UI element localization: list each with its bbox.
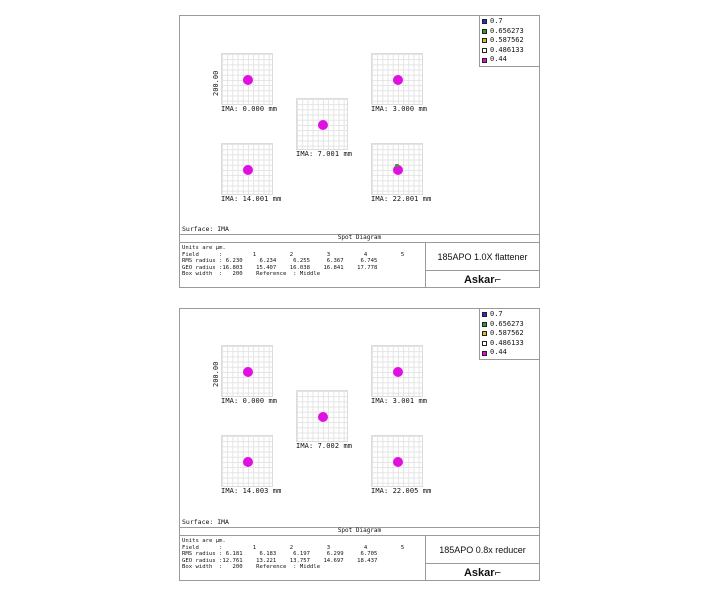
field-label: IMA: 14.001 mm: [221, 195, 282, 203]
spot-grid-field-2: [371, 345, 423, 397]
wavelength-legend: [479, 16, 539, 67]
field-label: IMA: 22.005 mm: [371, 487, 432, 495]
legend-swatch: [482, 58, 487, 63]
field-label: IMA: 3.001 mm: [371, 397, 428, 405]
legend-swatch: [482, 331, 487, 336]
legend-item: 0.486133: [482, 46, 537, 56]
legend-swatch: [482, 19, 487, 24]
info-line-geo: GEO radius :16.803 15.407 16.038 16.841 17.778: [182, 264, 378, 271]
info-line-field: Field : 1 2 3 4 5: [182, 251, 405, 258]
legend-item: 0.44: [482, 348, 537, 358]
spot-grid-field-1: [221, 53, 273, 105]
diagram-title-bar: Spot Diagram: [180, 527, 539, 536]
field-label: IMA: 7.001 mm: [296, 150, 353, 158]
diagram-title-bar: Spot Diagram: [180, 234, 539, 243]
spot-grid-field-4: [221, 143, 273, 195]
legend-item: 0.656273: [482, 320, 537, 330]
spot-plot-area: [180, 309, 539, 528]
config-title: 185APO 1.0X flattener: [425, 243, 539, 271]
info-block: [180, 243, 425, 288]
legend-swatch: [482, 29, 487, 34]
field-label: IMA: 22.001 mm: [371, 195, 432, 203]
field-label: IMA: 0.000 mm: [221, 105, 278, 113]
spot-grid-field-3: [296, 98, 348, 150]
surface-label: Surface: IMA: [182, 225, 229, 233]
info-line-rms: RMS radius : 6.230 6.234 6.255 6.367 6.745: [182, 258, 378, 265]
spot: [393, 457, 403, 467]
spot-grid-field-4: [221, 435, 273, 487]
field-label: IMA: 0.000 mm: [221, 397, 278, 405]
info-block: [180, 536, 425, 581]
brand-logo: Askar⌐: [425, 563, 539, 581]
legend-swatch: [482, 351, 487, 356]
legend-item: 0.486133: [482, 339, 537, 349]
info-line-rms: RMS radius : 6.181 6.183 6.197 6.299 6.705: [182, 551, 378, 558]
spot-diagram-panel-1: [179, 15, 540, 288]
spot: [393, 367, 403, 377]
spot: [318, 120, 328, 130]
scale-label: 200.00: [212, 361, 220, 387]
info-line-geo: GEO radius :12.761 13.221 13.757 14.697 18.437: [182, 557, 378, 564]
surface-label: Surface: IMA: [182, 518, 229, 526]
spot: [243, 75, 253, 85]
field-label: IMA: 3.000 mm: [371, 105, 428, 113]
info-line-field: Field : 1 2 3 4 5: [182, 544, 405, 551]
spot: [243, 367, 253, 377]
legend-swatch: [482, 48, 487, 53]
spot-grid-field-2: [371, 53, 423, 105]
config-title: 185APO 0.8x reducer: [425, 536, 539, 564]
scale-label: 200.00: [212, 70, 220, 96]
brand-logo: Askar⌐: [425, 270, 539, 288]
legend-item: 0.7: [482, 17, 537, 27]
legend-item: 0.656273: [482, 27, 537, 37]
legend-item: 0.44: [482, 55, 537, 65]
legend-swatch: [482, 38, 487, 43]
spot: [393, 165, 403, 175]
field-label: IMA: 14.003 mm: [221, 487, 282, 495]
spot-grid-field-5: [371, 435, 423, 487]
spot-plot-area: [180, 16, 539, 235]
spot: [243, 165, 253, 175]
info-line-units: Units are µm.: [182, 245, 226, 251]
legend-swatch: [482, 322, 487, 327]
field-label: IMA: 7.002 mm: [296, 442, 353, 450]
legend-item: 0.7: [482, 310, 537, 320]
info-line-units: Units are µm.: [182, 538, 226, 544]
info-line-box: Box width : 200 Reference : Middle: [182, 564, 321, 571]
legend-item: 0.587562: [482, 329, 537, 339]
spot-grid-field-3: [296, 390, 348, 442]
legend-swatch: [482, 341, 487, 346]
info-line-box: Box width : 200 Reference : Middle: [182, 271, 321, 278]
spot-diagram-panel-2: [179, 308, 540, 581]
wavelength-legend: [479, 309, 539, 360]
spot: [393, 75, 403, 85]
spot-grid-field-5: [371, 143, 423, 195]
spot: [243, 457, 253, 467]
legend-item: 0.587562: [482, 36, 537, 46]
spot: [318, 412, 328, 422]
spot-grid-field-1: [221, 345, 273, 397]
legend-swatch: [482, 312, 487, 317]
